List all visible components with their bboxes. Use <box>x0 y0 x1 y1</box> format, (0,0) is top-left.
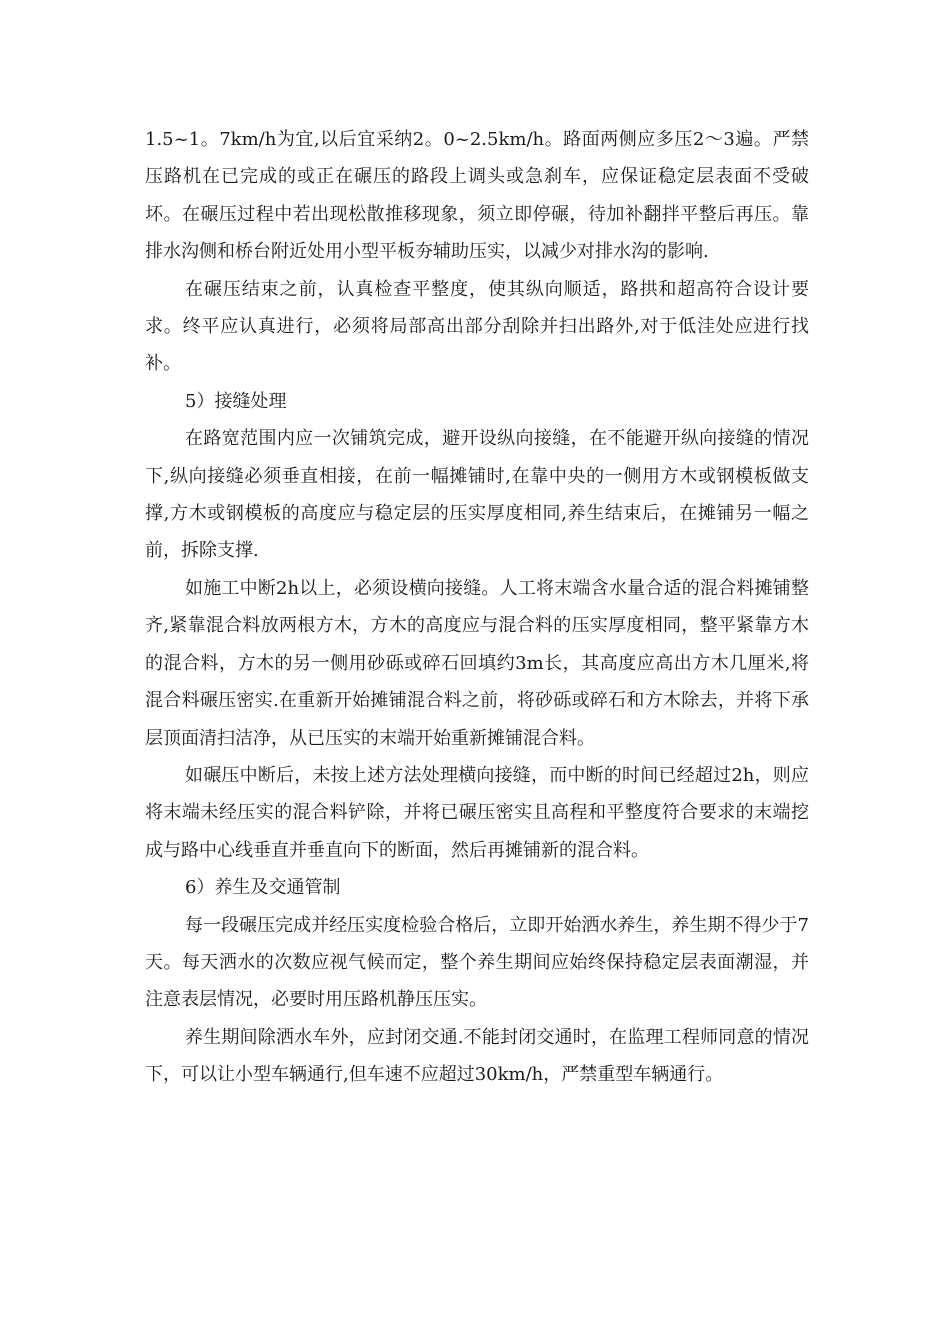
paragraph-interrupted-rolling: 如碾压中断后，未按上述方法处理横向接缝，而中断的时间已经超过2h，则应将末端未经压实的混合料铲除，并将已碾压密实且高程和平整度符合要求的末端挖成与路中心线垂直并垂直向下的断面，然后再摊铺新的混合料。 <box>145 764 809 861</box>
paragraph-traffic-control: 养生期间除洒水车外，应封闭交通.不能封闭交通时，在监理工程师同意的情况下，可以让小型车辆通行,但车速不应超过30km/h，严禁重型车辆通行。 <box>145 1026 809 1086</box>
paragraph-longitudinal-joint: 在路宽范围内应一次铺筑完成，避开设纵向接缝，在不能避开纵向接缝的情况下,纵向接缝必须垂直相接，在前一幅摊铺时,在靠中央的一侧用方木或钢模板做支撑,方木或钢模板的高度应与稳定层的压实厚度相同,养生结束后，在摊铺另一幅之前，拆除支撑. <box>145 428 809 562</box>
section-heading-joint-treatment: 5）接缝处理 <box>185 390 287 412</box>
paragraph-final-check: 在碾压结束之前，认真检查平整度，使其纵向顺适，路拱和超高符合设计要求。终平应认真进行，必须将局部高出部分刮除并扫出路外,对于低洼处应进行找补。 <box>145 278 809 375</box>
document-body <box>145 121 809 1094</box>
section-heading-curing-traffic: 6）养生及交通管制 <box>185 877 341 899</box>
paragraph-curing: 每一段碾压完成并经压实度检验合格后，立即开始洒水养生，养生期不得少于7天。每天洒水的次数应视气候而定，整个养生期间应始终保持稳定层表面潮湿，并注意表层情况，必要时用压路机静压压实。 <box>145 914 809 1011</box>
paragraph-transverse-joint: 如施工中断2h以上，必须设横向接缝。人工将末端含水量合适的混合料摊铺整齐,紧靠混合料放两根方木，方木的高度应与混合料的压实厚度相同，整平紧靠方木的混合料，方木的另一侧用砂砾或碎石回填约3m长，其高度应高出方木几厘米,将混合料碾压密实.在重新开始摊铺混合料之前，将砂砾或碎石和方木除去，并将下承层顶面清扫洁净，从已压实的末端开始重新摊铺混合料。 <box>145 577 809 749</box>
paragraph-rolling-speed: 1.5~1。7km/h为宜,以后宜采纳2。0~2.5km/h。路面两侧应多压2～3遍。严禁压路机在已完成的或正在碾压的路段上调头或急刹车，应保证稳定层表面不受破坏。在碾压过程中若出现松散推移现象，须立即停碾，待加补翻拌平整后再压。靠排水沟侧和桥台附近处用小型平板夯辅助压实，以减少对排水沟的影响. <box>145 129 809 263</box>
